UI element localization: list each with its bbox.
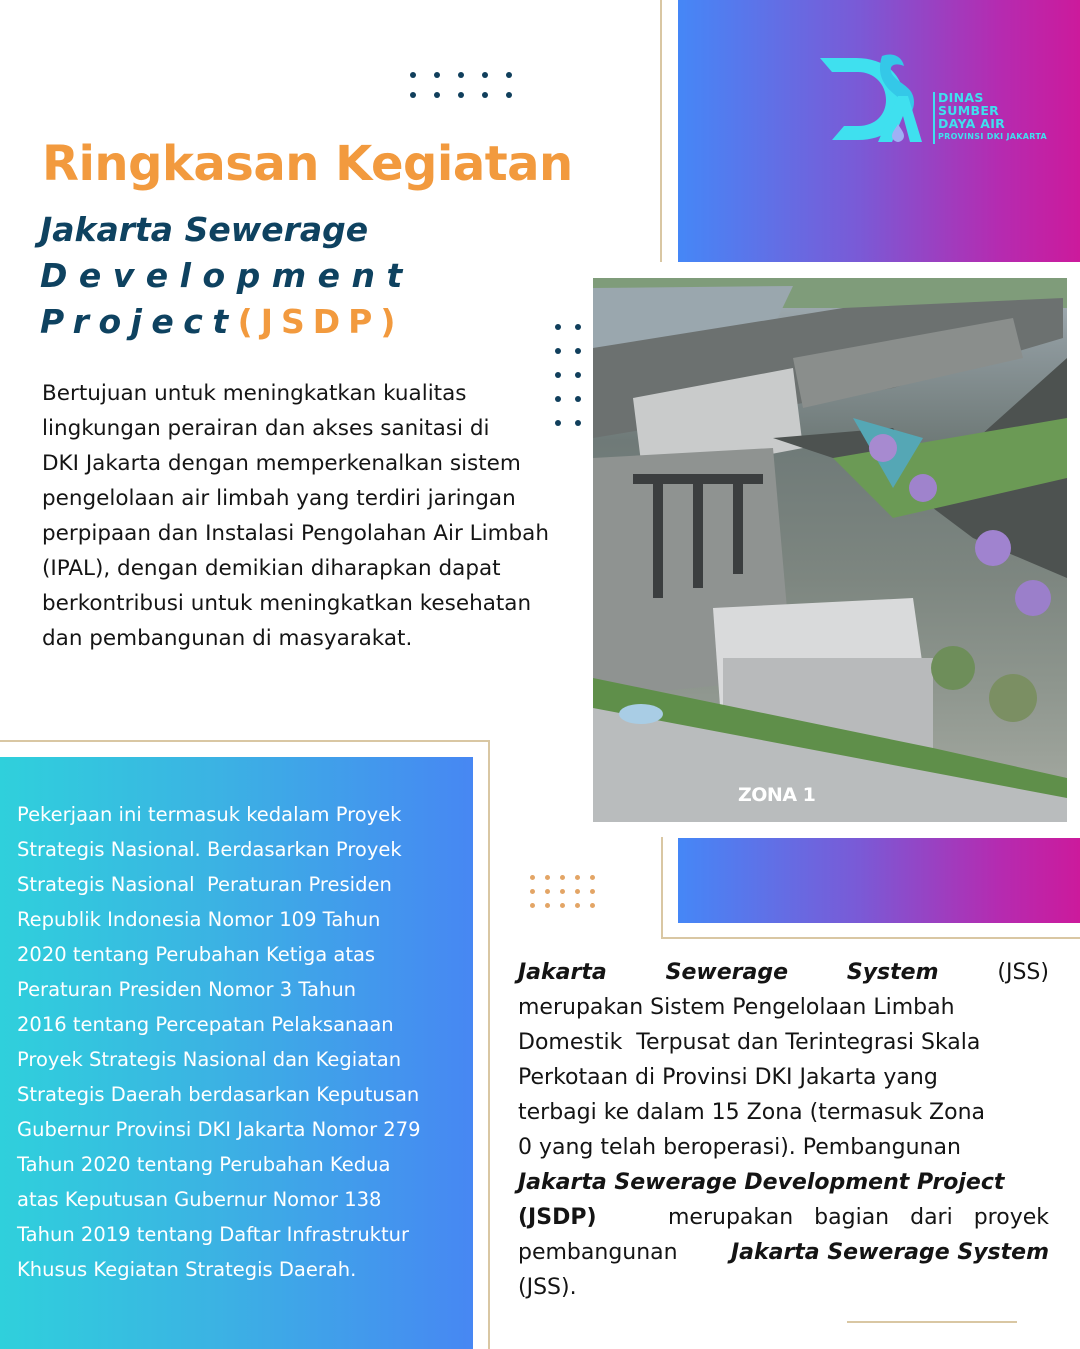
page-title: Ringkasan Kegiatan [42,136,573,192]
jss-line [518,955,1049,990]
decorative-dots-orange [530,875,595,908]
frame-line-top-vertical [660,0,662,262]
intro-line: perpipaan dan Instalasi Pengolahan Air Limbah [42,521,549,546]
logo-divider [933,92,935,144]
legal-line: Republik Indonesia Nomor 109 Tahun [17,908,381,931]
jss-term: Sewerage [665,960,788,985]
jss-text: pembangunan [518,1240,678,1265]
render-illustration [593,278,1067,822]
jss-text: merupakan bagian dari proyek [668,1205,1049,1230]
jss-line: (JSS). [518,1275,577,1300]
logo-text-line: PROVINSI DKI JAKARTA [938,132,1047,141]
legal-line: Tahun 2020 tentang Perubahan Kedua [17,1153,391,1176]
jss-line [518,1235,1049,1270]
legal-line: Strategis Nasional Peraturan Presiden [17,873,392,896]
jss-line: Perkotaan di Provinsi DKI Jakarta yang [518,1065,938,1090]
accent-gradient-bar [678,838,1080,923]
logo-text-line: DAYA AIR [938,116,1006,131]
jss-line: Domestik Terpusat dan Terintegrasi Skala [518,1030,981,1055]
subtitle-line: Development [40,256,414,295]
jss-line: 0 yang telah beroperasi). Pembangunan [518,1135,961,1160]
legal-line: 2020 tentang Perubahan Ketiga atas [17,943,376,966]
logo-text-line: DINAS [938,90,984,105]
intro-line: pengelolaan air limbah yang terdiri jaringan [42,486,516,511]
frame-line-left-box-top [0,740,490,742]
legal-line: Gubernur Provinsi DKI Jakarta Nomor 279 [17,1118,421,1141]
jss-term: Jakarta Sewerage System [730,1240,1049,1265]
legal-line: Tahun 2019 tentang Daftar Infrastruktur [17,1223,409,1246]
dsda-logo-mark-icon [818,52,930,148]
jss-line: terbagi ke dalam 15 Zona (termasuk Zona [518,1100,986,1125]
intro-line: lingkungan perairan dan akses sanitasi di [42,416,490,441]
jss-paragraph [518,955,1049,1305]
intro-line: Bertujuan untuk meningkatkan kualitas [42,381,467,406]
legal-line: Strategis Daerah berdasarkan Keputusan [17,1083,420,1106]
legal-line: Pekerjaan ini termasuk kedalam Proyek [17,803,402,826]
legal-line: 2016 tentang Percepatan Pelaksanaan [17,1013,394,1036]
decorative-dots-top [410,72,512,98]
jss-line: Jakarta Sewerage Development Project [518,1170,1005,1195]
intro-line: (IPAL), dengan demikian diharapkan dapat [42,556,501,581]
zona-label: ZONA 1 [738,784,816,806]
legal-line: Strategis Nasional. Berdasarkan Proyek [17,838,402,861]
logo-text-line: SUMBER [938,103,1000,118]
subtitle-line [40,302,403,341]
dsda-logo [818,52,1058,148]
jss-line: merupakan Sistem Pengelolaan Limbah [518,995,955,1020]
frame-line-bottom-short [847,1321,1017,1323]
jss-term: System [846,960,939,985]
legal-basis-text [17,797,467,1287]
intro-line: berkontribusi untuk meningkatkan kesehatan [42,591,532,616]
intro-line: DKI Jakarta dengan memperkenalkan sistem [42,451,521,476]
frame-line-mid-bottom [661,937,1080,939]
subtitle-line: Jakarta Sewerage [40,210,369,249]
frame-line-mid-left [661,837,663,939]
jss-acronym: (JSS) [997,960,1049,985]
intro-paragraph [42,376,582,656]
frame-line-left-box-right [488,740,490,1349]
legal-basis-panel [0,757,473,1349]
legal-line: Proyek Strategis Nasional dan Kegiatan [17,1048,402,1071]
legal-line: Peraturan Presiden Nomor 3 Tahun [17,978,357,1001]
jss-acronym: (JSDP) [518,1205,597,1230]
legal-line: Khusus Kegiatan Strategis Daerah. [17,1258,357,1281]
jss-line [518,1200,1049,1235]
subtitle-acronym: (JSDP) [237,302,404,341]
subtitle-project: Project [40,302,238,341]
legal-line: atas Keputusan Gubernur Nomor 138 [17,1188,382,1211]
jss-term: Jakarta [518,960,607,985]
intro-line: dan pembangunan di masyarakat. [42,626,413,651]
zona-1-render-image [593,278,1067,822]
